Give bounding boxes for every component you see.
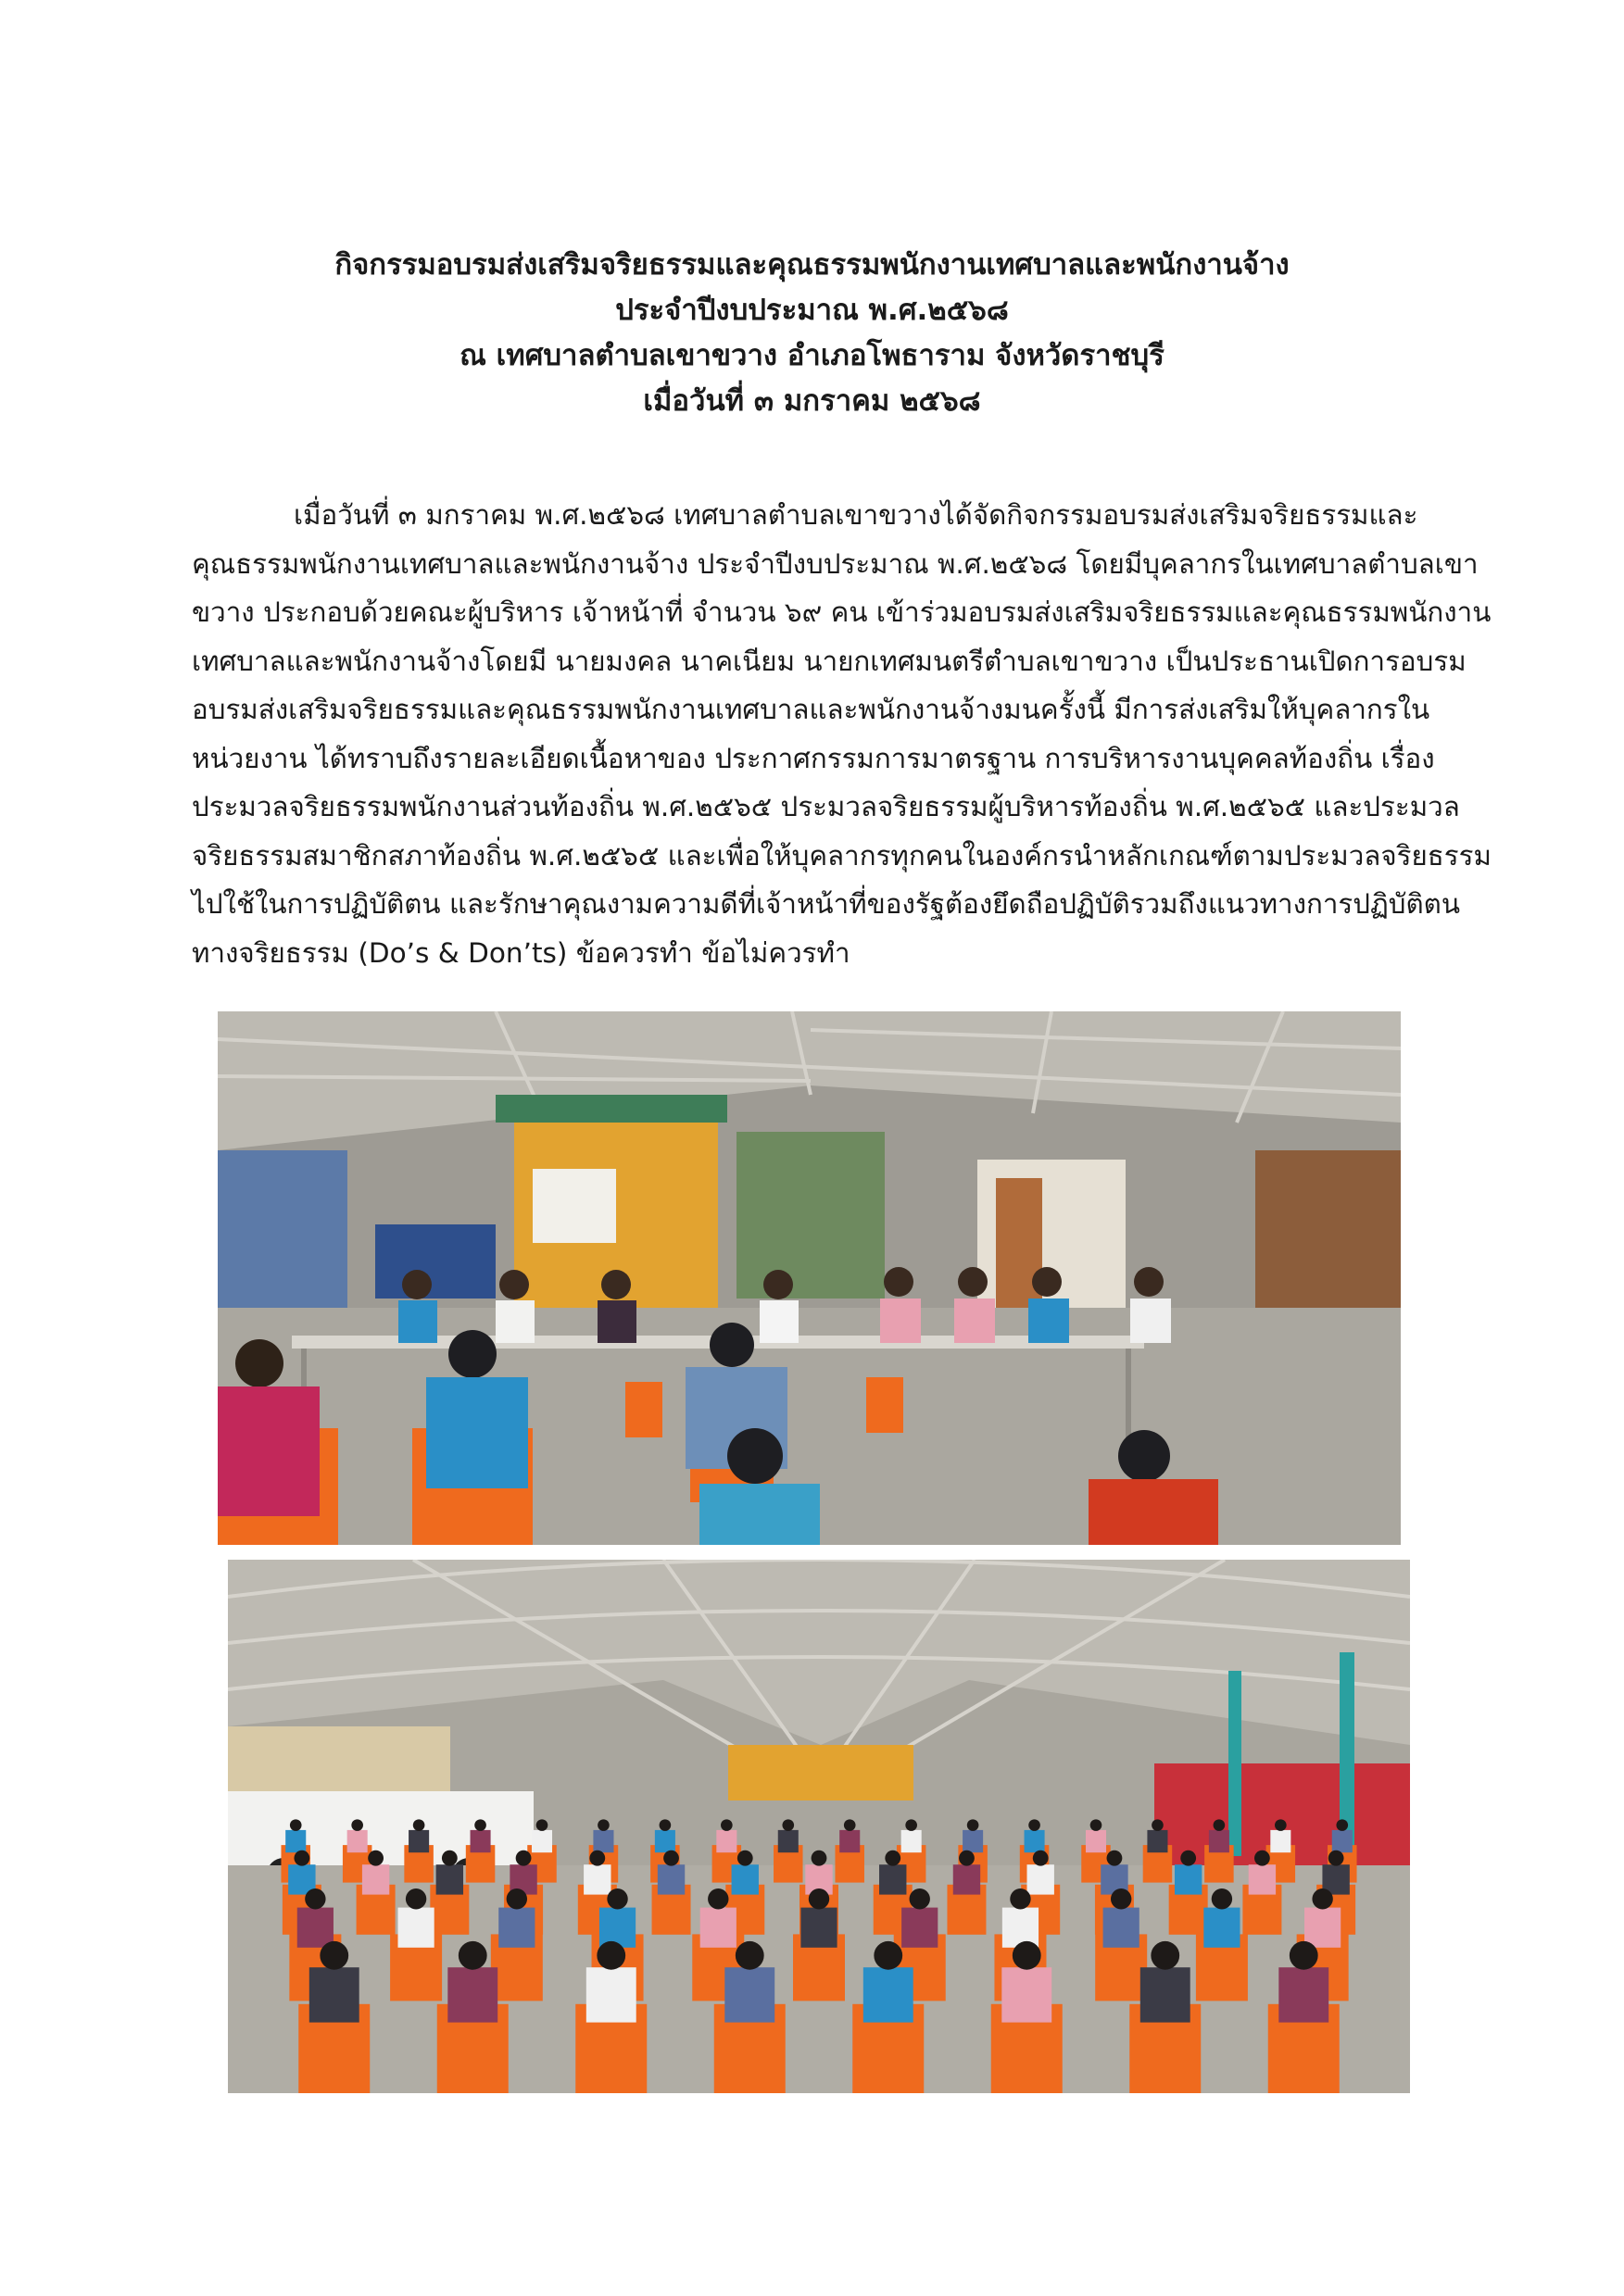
- paragraph-line: จริยธรรมสมาชิกสภาท้องถิ่น พ.ศ.๒๕๖๕ และเพื่อให้บุคลากรทุกคนในองค์กรนำหลักเกณฑ์ตามประมวลจริยธรรม: [192, 839, 1492, 872]
- document-title: [0, 243, 1624, 424]
- paragraph-line: เทศบาลและพนักงานจ้างโดยมี นายมงคล นาคเนียม นายกเทศมนตรีตำบลเขาขวาง เป็นประธานเปิดการอบรม: [192, 645, 1467, 677]
- title-line: กิจกรรมอบรมส่งเสริมจริยธรรมและคุณธรรมพนักงานเทศบาลและพนักงานจ้าง: [334, 248, 1290, 282]
- paragraph-line: หน่วยงาน ได้ทราบถึงรายละเอียดเนื้อหาของ ประกาศกรรมการมาตรฐาน การบริหารงานบุคคลท้องถิ่น เรื่อง: [192, 742, 1435, 774]
- paragraph-line: คุณธรรมพนักงานเทศบาลและพนักงานจ้าง ประจำปีงบประมาณ พ.ศ.๒๕๖๘ โดยมีบุคลากรในเทศบาลตำบลเขา: [192, 547, 1479, 580]
- training-audience-photo: [228, 1560, 1410, 2093]
- paragraph-line: ขวาง ประกอบด้วยคณะผู้บริหาร เจ้าหน้าที่ จำนวน ๖๙ คน เข้าร่วมอบรมส่งเสริมจริยธรรมและคุณธรรมพนักงาน: [192, 596, 1492, 628]
- training-head-table-photo: [218, 1011, 1401, 1545]
- paragraph-line: ทางจริยธรรม (Do’s & Don’ts) ข้อควรทำ ข้อไม่ควรทำ: [192, 936, 850, 969]
- paragraph-line: ประมวลจริยธรรมพนักงานส่วนท้องถิ่น พ.ศ.๒๕๖๕ ประมวลจริยธรรมผู้บริหารท้องถิ่น พ.ศ.๒๕๖๕ และประมวล: [192, 791, 1460, 822]
- title-line: ณ เทศบาลตำบลเขาขวาง อำเภอโพธาราม จังหวัดราชบุรี: [460, 339, 1164, 372]
- title-line: ประจำปีงบประมาณ พ.ศ.๒๕๖๘: [615, 294, 1009, 327]
- paragraph-line: อบรมส่งเสริมจริยธรรมและคุณธรรมพนักงานเทศบาลและพนักงานจ้างมนครั้งนี้ มีการส่งเสริมให้บุคลากรใน: [192, 694, 1430, 725]
- body-paragraph: [192, 491, 1492, 977]
- paragraph-line: เมื่อวันที่ ๓ มกราคม พ.ศ.๒๕๖๘ เทศบาลตำบลเขาขวางได้จัดกิจกรรมอบรมส่งเสริมจริยธรรมและ: [294, 499, 1418, 531]
- paragraph-line: ไปใช้ในการปฏิบัติตน และรักษาคุณงามความดีที่เจ้าหน้าที่ของรัฐต้องยึดถือปฏิบัติรวมถึงแนวทางการปฏิบัติตน: [192, 888, 1460, 920]
- title-line: เมื่อวันที่ ๓ มกราคม ๒๕๖๘: [643, 384, 981, 418]
